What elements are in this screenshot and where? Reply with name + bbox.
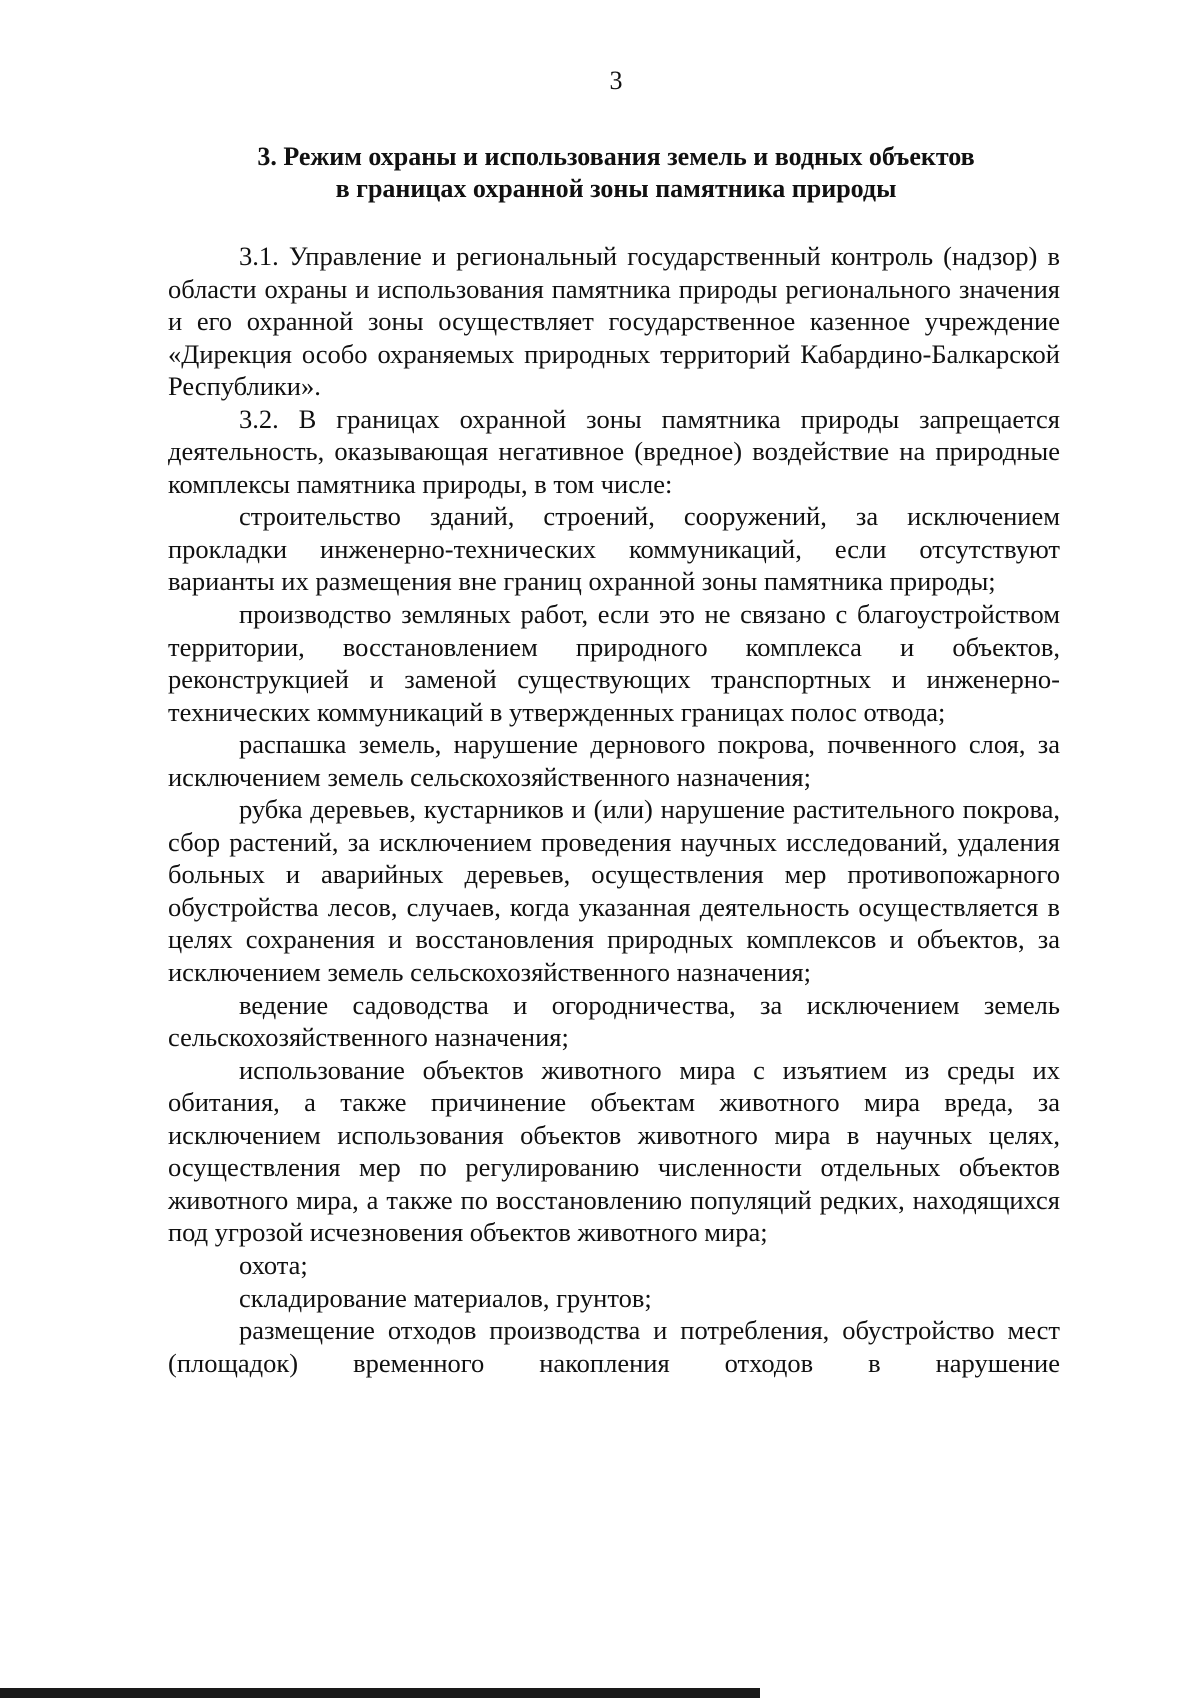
page-number: 3 (609, 66, 623, 95)
list-item-tree-felling: рубка деревьев, кустарников и (или) нарушение растительного покрова, сбор растений, за исключением проведения научных исследований, удаления больных и аварийных деревьев, осуществления мер противопожарного обустройства лесов, случаев, когда указанная деятельность осуществляется в целях сохранения и восстановления природных комплексов и объектов, за исключением земель сельскохозяйственного назначения; (168, 794, 1060, 988)
list-item-hunting: охота; (239, 1249, 308, 1280)
document-body (168, 240, 1060, 1379)
list-item-waste: размещение отходов производства и потребления, обустройство мест (площадок) временного накопления отходов в нарушение (168, 1315, 1060, 1378)
section-heading-line-1: 3. Режим охраны и использования земель и водных объектов (257, 142, 975, 171)
section-heading-line-2: в границах охранной зоны памятника природы (335, 174, 897, 203)
list-item-earthworks: производство земляных работ, если это не связано с благоустройством территории, восстановлением природного комплекса и объектов, реконструкцией и заменой существующих транспортных и инженерно-технических коммуникаций в утвержденных границах полос отвода; (168, 599, 1060, 727)
list-item-plowing: распашка земель, нарушение дернового покрова, почвенного слоя, за исключением земель сельскохозяйственного назначения; (168, 729, 1060, 792)
list-item-construction: строительство зданий, строений, сооружений, за исключением прокладки инженерно-технических коммуникаций, если отсутствуют варианты их размещения вне границ охранной зоны памятника природы; (168, 501, 1060, 597)
list-item-gardening: ведение садоводства и огородничества, за исключением земель сельскохозяйственного назначения; (168, 989, 1060, 1053)
paragraph-3-1: 3.1. Управление и региональный государственный контроль (надзор) в области охраны и использования памятника природы регионального значения и его охранной зоны осуществляет государственное казенное учреждение «Дирекция особо охраняемых природных территорий Кабардино-Балкарской Республики». (168, 241, 1060, 402)
list-item-wildlife-use: использование объектов животного мира с изъятием из среды их обитания, а также причинение объектам животного мира вреда, за исключением использования объектов животного мира в научных целях, осуществления мер по регулированию численности отдельных объектов животного мира, а также по восстановлению популяций редких, находящихся под угрозой исчезновения объектов животного мира; (168, 1054, 1060, 1248)
list-item-storage: складирование материалов, грунтов; (239, 1282, 652, 1313)
paragraph-3-2: 3.2. В границах охранной зоны памятника природы запрещается деятельность, оказывающая негативное (вредное) воздействие на природные комплексы памятника природы, в том числе: (168, 403, 1060, 499)
scan-bottom-edge (0, 1688, 760, 1698)
section-heading (168, 141, 1064, 205)
